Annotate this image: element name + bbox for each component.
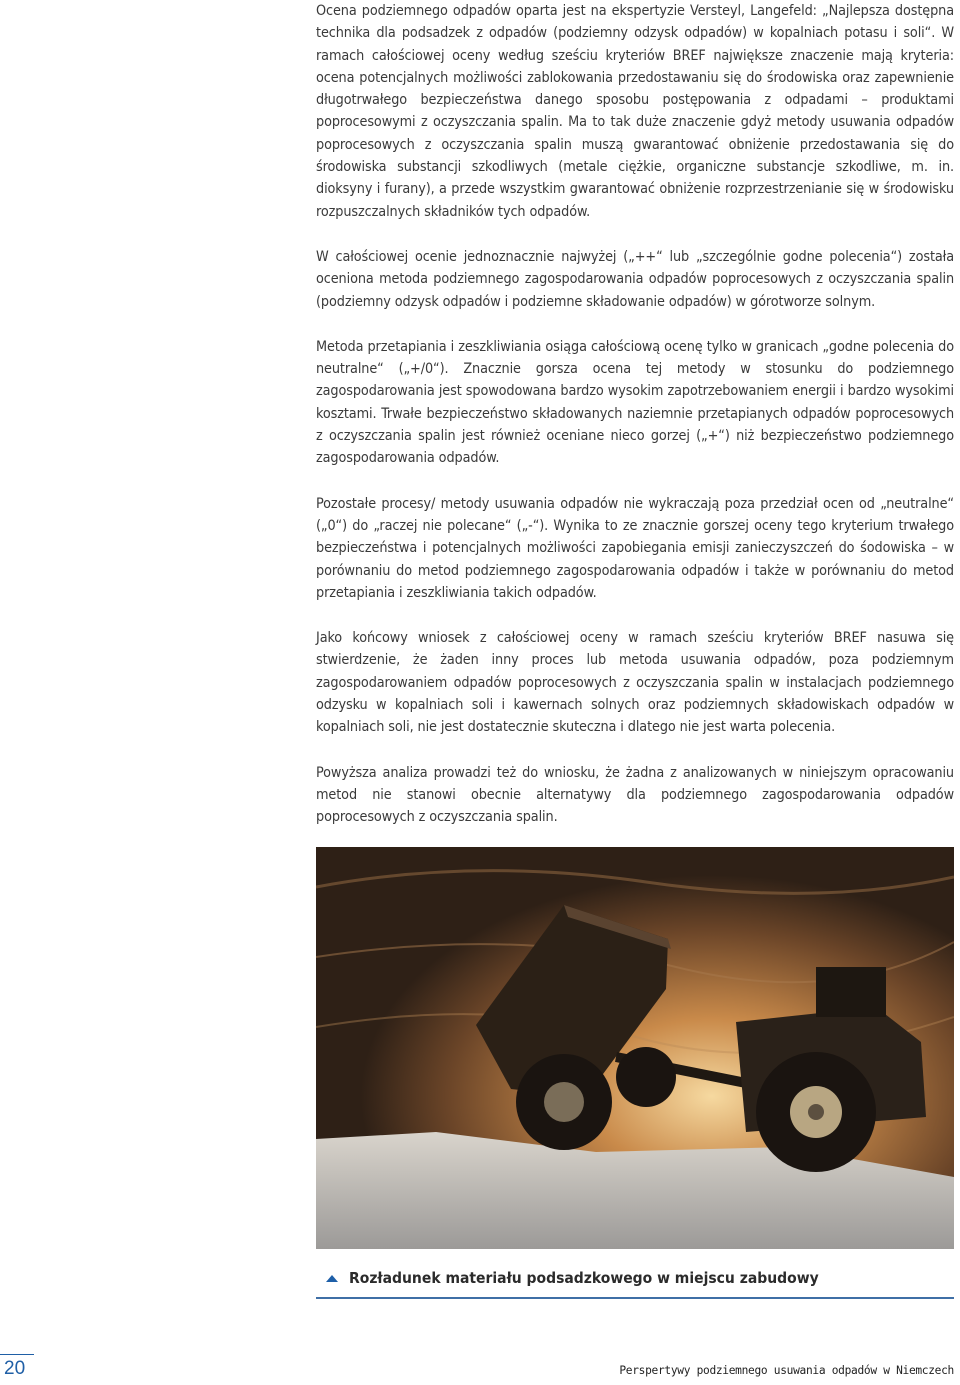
figure-caption bbox=[316, 1259, 954, 1299]
paragraph-3: Metoda przetapiania i zeszkliwiania osiąga całościową ocenę tylko w granicach „godne polecenia do neutralne“ („+/0“). Znacznie gorsza ocena tej metody w stosunku do podziemnego zagospodarowania jest spowodowana bardzo wysokim zapotrzebowaniem energii i bardzo wysokimi kosztami. Trwałe bezpieczeństwo składowanych naziemnie przetapianych odpadów poprocesowych z oczyszczania spalin jest również oceniane nieco gorzej („+“) niż bezpieczeństwo podziemnego zagospodarowania odpadów. bbox=[316, 338, 954, 467]
mine-unloading-photo bbox=[316, 847, 954, 1249]
page-number: 20 bbox=[4, 1358, 26, 1379]
paragraph-4: Pozostałe procesy/ metody usuwania odpadów nie wykraczają poza przedział ocen od „neutralne“ („0“) do „raczej nie polecane“ („-“). Wynika to ze znacznie gorszej oceny tego kryterium trwałego bezpieczeństwa i potencjalnych możliwości zapobiegania emisji zanieczyszczeń do śodowiska – w porównaniu do metod podziemnego zagospodarowania odpadów i także w porównaniu do metod przetapiania i zeszkliwiania takich odpadów. bbox=[316, 495, 954, 601]
caption-text: Rozładunek materiału podsadzkowego w miejscu zabudowy bbox=[349, 1269, 819, 1287]
paragraph-2: W całościowej ocenie jednoznacznie najwyżej („++“ lub „szczególnie godne polecenia“) została oceniona metoda podziemnego zagospodarowania odpadów poprocesowych z oczyszczania spalin (podziemny odzysk odpadów i podziemne składowanie odpadów) w górotworze solnym. bbox=[316, 248, 954, 310]
mine-truck-illustration bbox=[316, 847, 954, 1249]
publication-title: Perspertywy podziemnego usuwania odpadów w Niemczech bbox=[619, 1364, 954, 1377]
body-text bbox=[316, 0, 954, 852]
paragraph-1: Ocena podziemnego odpadów oparta jest na ekspertyzie Versteyl, Langefeld: „Najlepsza dostępna technika dla podsadzek z odpadów (podziemny odzysk odpadów) w kopalniach potasu i soli“. W ramach całościowej oceny według sześciu kryteriów BREF największe znaczenie mają kryteria: ocena potencjalnych możliwości zablokowania przedostawaniu się do środowiska oraz zapewnienie długotrwałego bezpieczeństwa danego sposobu postępowania z odpadami – produktami poprocesowymi z oczyszczania spalin. Ma to tak duże znaczenie gdyż metody usuwania odpadów poprocesowych z oczyszczania spalin muszą gwarantować obniżenie przedostawania się do środowiska substancji szkodliwych (metale ciężkie, organiczne substancje szkodliwe, m. in. dioksyny i furany), a przede wszystkim gwarantować obniżenie rozprzestrzenianie się w środowisku rozpuszczalnych składników tych odpadów. bbox=[316, 3, 954, 220]
paragraph-6: Powyższa analiza prowadzi też do wniosku, że żadna z analizowanych w niniejszym opracowaniu metod nie stanowi obecnie alternatywy dla podziemnego zagospodarowania odpadów poprocesowych z oczyszczania spalin. bbox=[316, 764, 954, 826]
triangle-up-icon bbox=[326, 1275, 338, 1282]
paragraph-5: Jako końcowy wniosek z całościowej oceny w ramach sześciu kryteriów BREF nasuwa się stwierdzenie, że żaden inny proces lub metoda usuwania odpadów, poza podziemnym zagospodarowaniem odpadów poprocesowych z oczyszczania spalin w instalacjach podziemnego odzysku w kopalniach soli i kawernach solnych oraz podziemnych składowiskach odpadów w kopalniach soli, nie jest dostatecznie skuteczna i dlatego nie jest warta polecenia. bbox=[316, 630, 954, 736]
page-number-rule bbox=[0, 1354, 34, 1355]
